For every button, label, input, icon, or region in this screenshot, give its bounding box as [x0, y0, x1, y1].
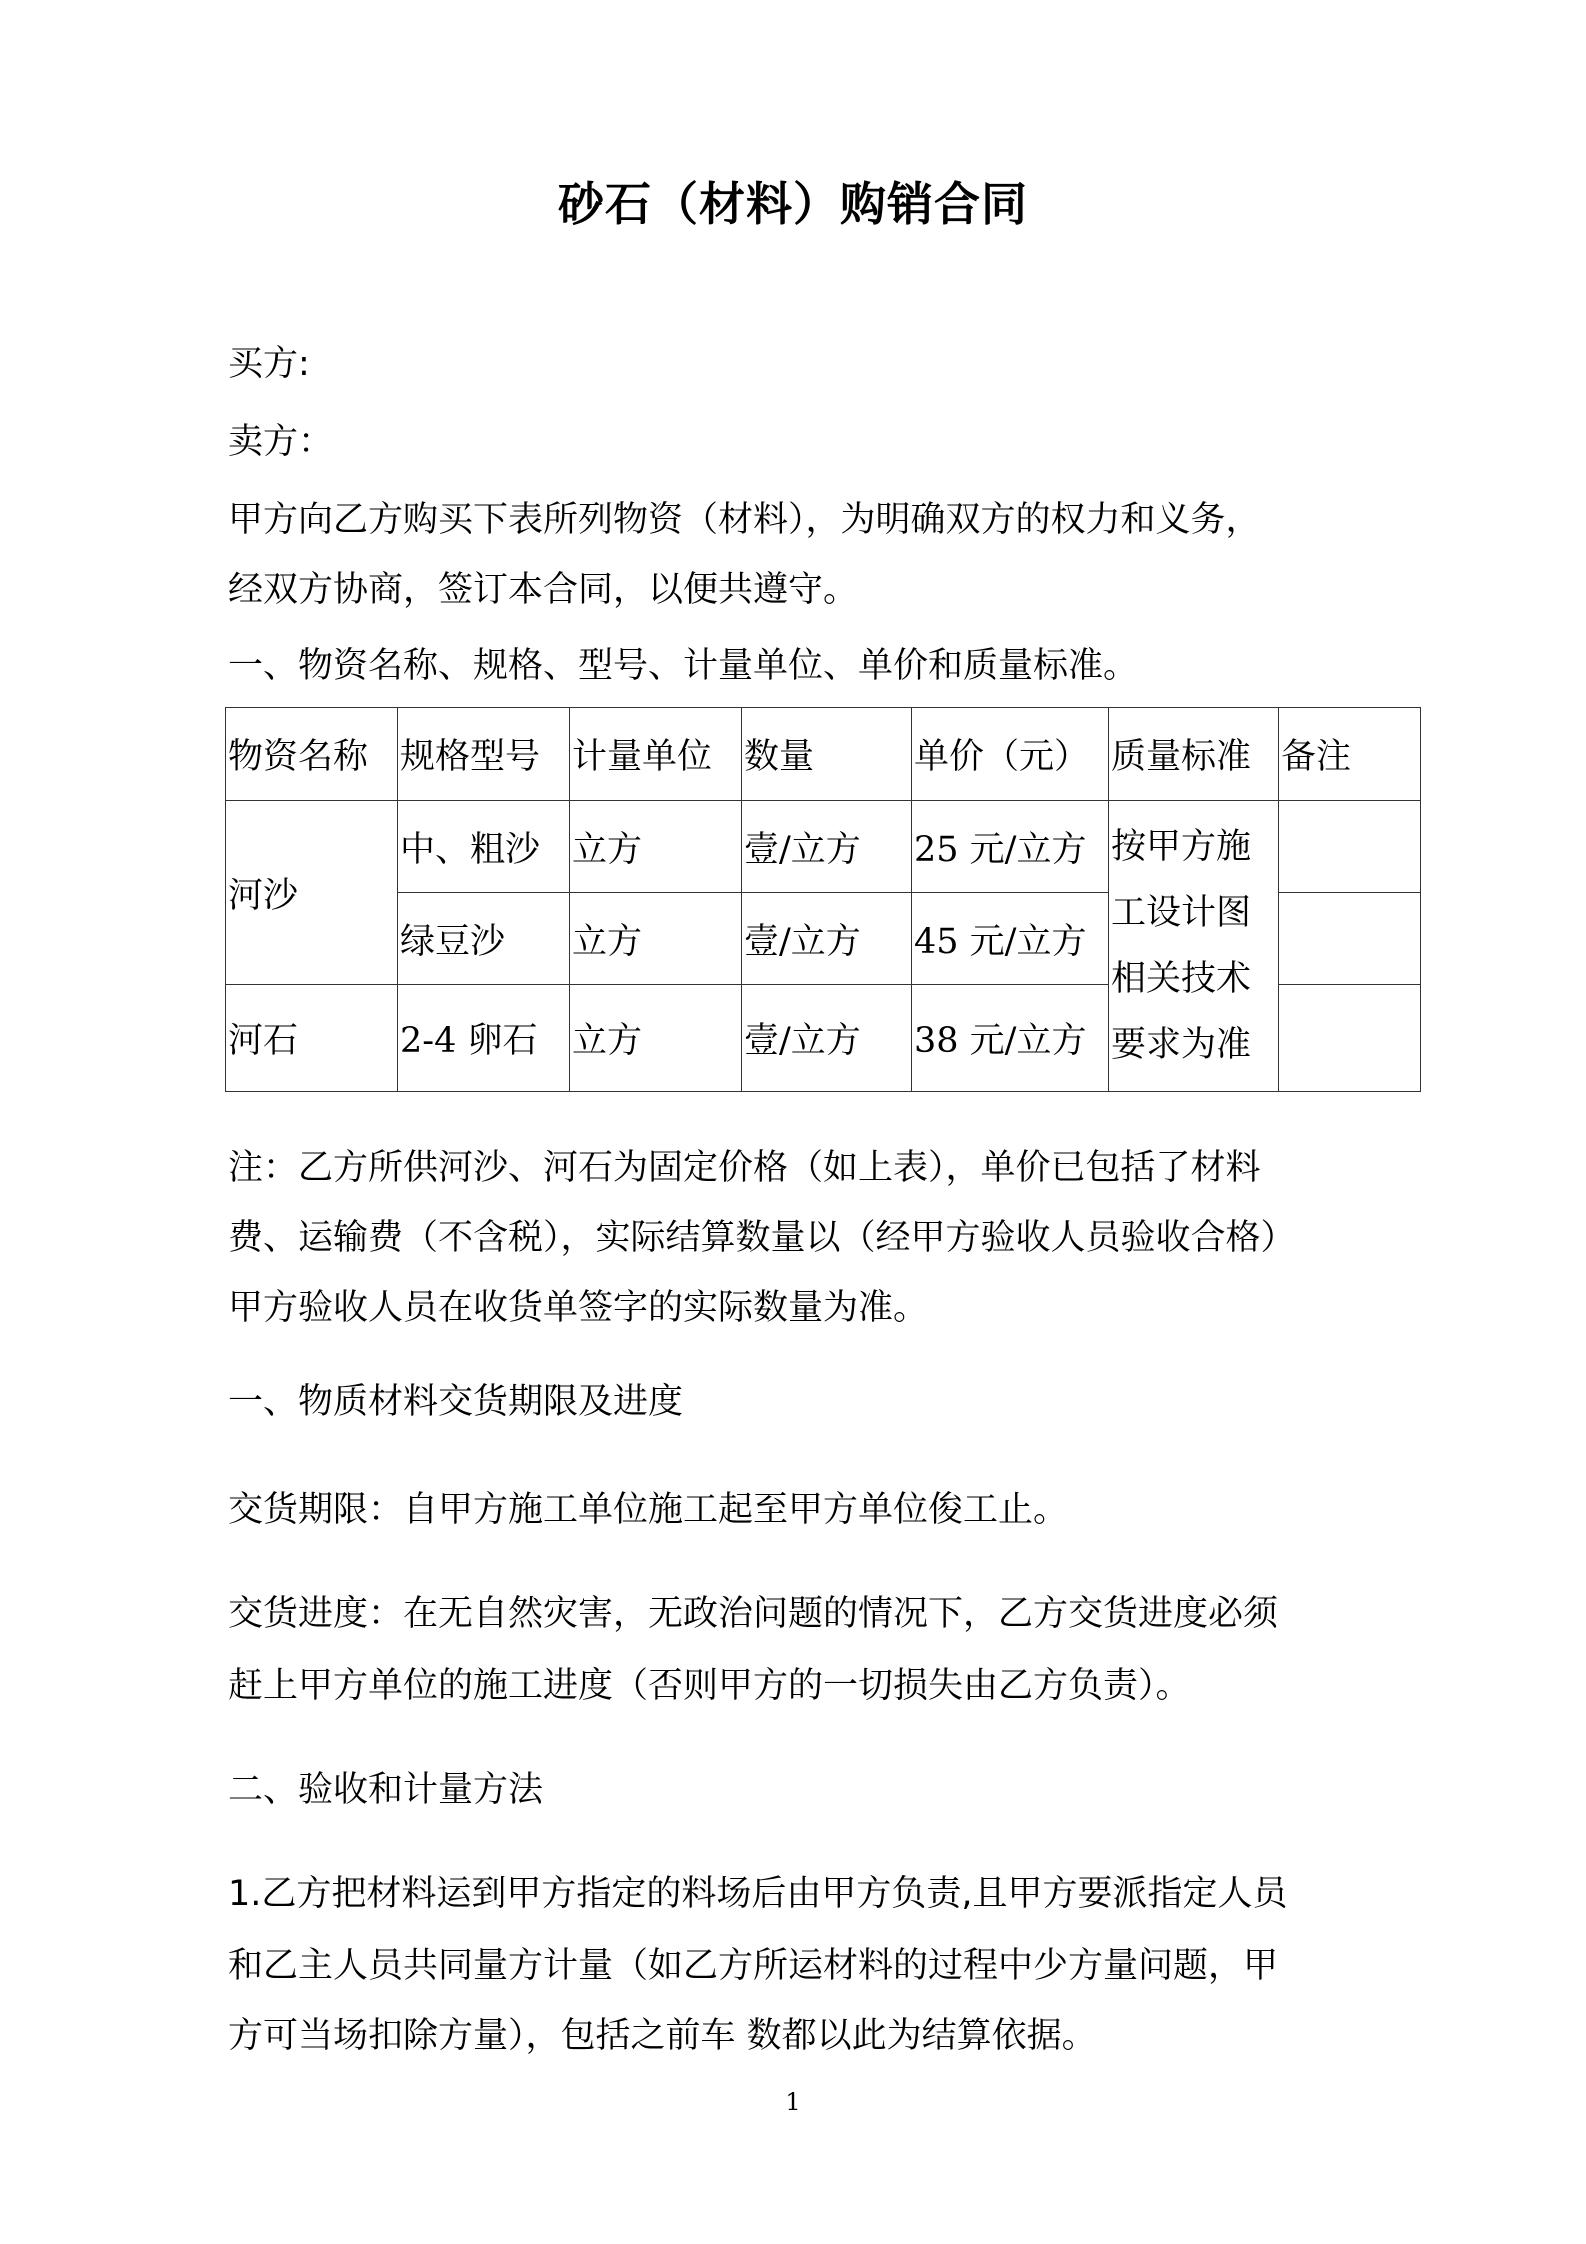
spec-cell: 中、粗沙	[398, 801, 570, 893]
clause-line: 1.乙方把材料运到甲方指定的料场后由甲方负责,且甲方要派指定人员	[228, 1874, 1288, 1914]
column-header: 备注	[1279, 708, 1421, 801]
price-cell: 45 元/立方	[912, 893, 1109, 985]
note-line: 甲方验收人员在收货单签字的实际数量为准。	[228, 1288, 929, 1328]
clause-line: 方可当场扣除方量），包括之前车 数都以此为结算依据。	[228, 2016, 1097, 2056]
column-header: 计量单位	[570, 708, 742, 801]
remark-cell	[1279, 801, 1421, 893]
delivery-progress-line: 交货进度：在无自然灾害，无政治问题的情况下，乙方交货进度必须	[228, 1594, 1279, 1634]
column-header: 单价（元）	[912, 708, 1109, 801]
unit-cell: 立方	[570, 893, 742, 985]
table-row	[226, 801, 1421, 893]
intro-line: 经双方协商，签订本合同，以便共遵守。	[228, 570, 859, 610]
unit-cell: 立方	[570, 801, 742, 893]
quality-line: 要求为准	[1111, 1025, 1252, 1065]
quantity-cell: 壹/立方	[742, 985, 912, 1092]
section-heading: 二、验收和计量方法	[228, 1770, 544, 1810]
table-header-row	[226, 708, 1421, 801]
column-header: 质量标准	[1109, 708, 1279, 801]
delivery-term: 交货期限：自甲方施工单位施工起至甲方单位俊工止。	[228, 1490, 1069, 1530]
quality-line: 相关技术	[1111, 959, 1252, 999]
material-name-cell: 河沙	[226, 801, 398, 985]
price-cell: 38 元/立方	[912, 985, 1109, 1092]
price-cell: 25 元/立方	[912, 801, 1109, 893]
section-heading: 一、物资名称、规格、型号、计量单位、单价和质量标准。	[228, 646, 1139, 686]
column-header: 物资名称	[226, 708, 398, 801]
remark-cell	[1279, 985, 1421, 1092]
remark-cell	[1279, 893, 1421, 985]
intro-line: 甲方向乙方购买下表所列物资（材料），为明确双方的权力和义务，	[228, 500, 1261, 540]
unit-cell: 立方	[570, 985, 742, 1092]
page-title: 砂石（材料）购销合同	[558, 177, 1028, 231]
page-number: 1	[785, 2088, 801, 2116]
quantity-cell: 壹/立方	[742, 893, 912, 985]
column-header: 数量	[742, 708, 912, 801]
spec-cell: 绿豆沙	[398, 893, 570, 985]
column-header: 规格型号	[398, 708, 570, 801]
section-heading: 一、物质材料交货期限及进度	[228, 1382, 684, 1422]
materials-table	[225, 707, 1421, 1092]
quality-line: 按甲方施	[1111, 827, 1252, 867]
note-line: 费、运输费（不含税），实际结算数量以（经甲方验收人员验收合格）	[228, 1218, 1296, 1258]
delivery-progress-line: 赶上甲方单位的施工进度（否则甲方的一切损失由乙方负责）。	[228, 1666, 1191, 1706]
clause-line: 和乙主人员共同量方计量（如乙方所运材料的过程中少方量问题，甲	[228, 1946, 1279, 1986]
quality-standard-cell	[1109, 801, 1279, 1092]
material-name-cell: 河石	[226, 985, 398, 1092]
seller-label: 卖方：	[228, 422, 334, 462]
spec-cell: 2-4 卵石	[398, 985, 570, 1092]
buyer-label: 买方:	[228, 344, 310, 384]
quantity-cell: 壹/立方	[742, 801, 912, 893]
quality-line: 工设计图	[1111, 893, 1252, 933]
note-line: 注：乙方所供河沙、河石为固定价格（如上表），单价已包括了材料	[228, 1148, 1261, 1188]
